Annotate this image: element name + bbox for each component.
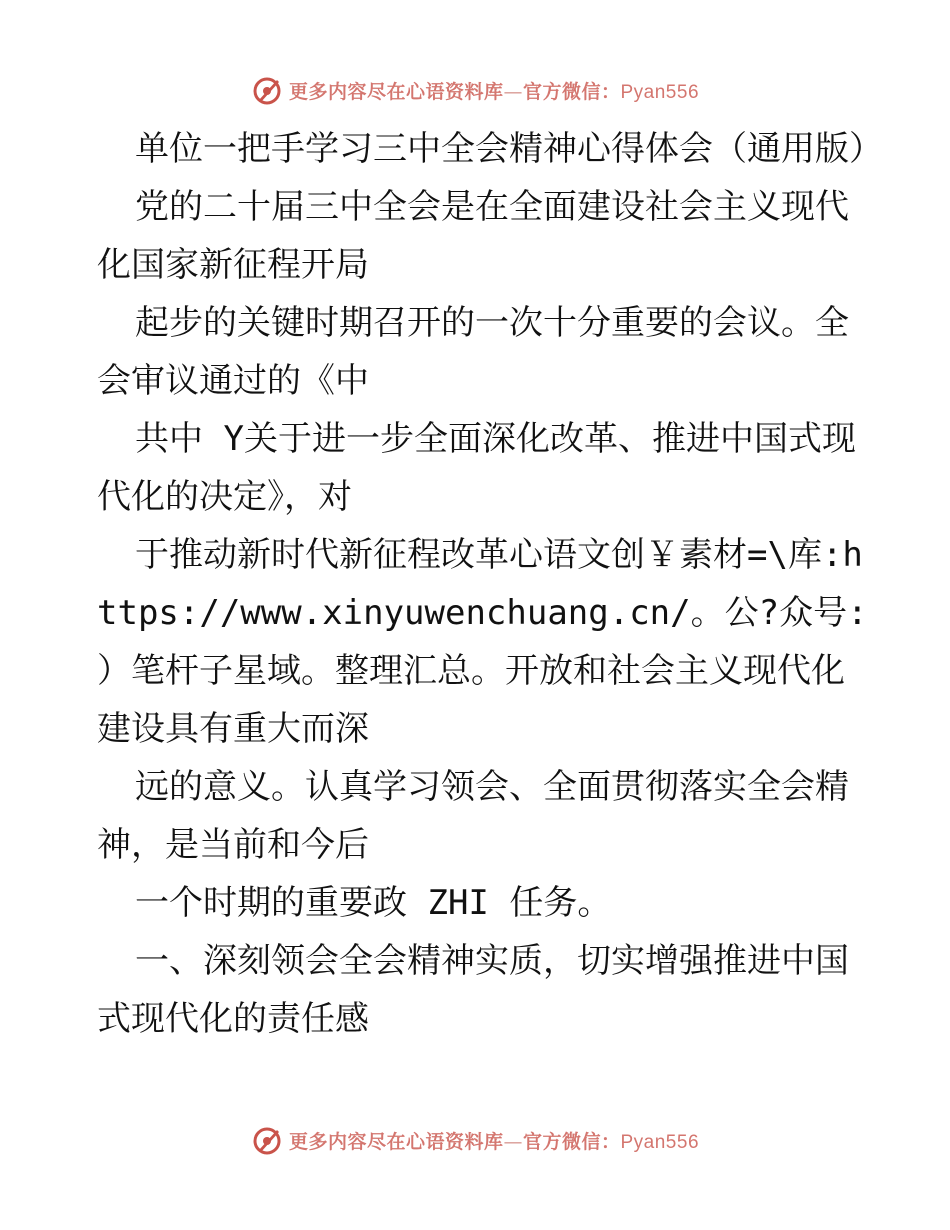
watermark-wechat-id: Pyan556 bbox=[620, 1131, 700, 1153]
paragraph-3: 共中 Y关于进一步全面深化改革、推进中国式现代化的决定》，对 bbox=[97, 419, 856, 517]
quill-pen-logo-icon bbox=[251, 1124, 283, 1156]
quill-pen-logo-icon bbox=[251, 74, 283, 106]
watermark-official-label: 官方微信： bbox=[522, 80, 621, 103]
paragraph-2: 起步的关键时期召开的一次十分重要的会议。全会审议通过的《中 bbox=[97, 303, 849, 401]
watermark-text bbox=[289, 77, 699, 104]
watermark-dash: — bbox=[503, 1130, 523, 1153]
paragraph-4: 于推动新时代新征程改革心语文创￥素材=\库:https://www.xinyuwenchuang.cn/。公?众号: ）笔杆子星域。整理汇总。开放和社会主义现代化建设具有重大而深 bbox=[97, 535, 868, 749]
section-heading-1: 一、深刻领会全会精神实质，切实增强推进中国式现代化的责任感 bbox=[97, 941, 849, 1039]
watermark-dash: — bbox=[503, 80, 523, 103]
watermark-text bbox=[289, 1127, 699, 1154]
watermark-brand: 更多内容尽在心语资料库 bbox=[288, 80, 504, 103]
document-title: 单位一把手学习三中全会精神心得体会（通用版） bbox=[135, 129, 883, 169]
watermark-wechat-id: Pyan556 bbox=[620, 81, 700, 103]
document-body bbox=[97, 120, 883, 1048]
paragraph-1: 党的二十届三中全会是在全面建设社会主义现代化国家新征程开局 bbox=[97, 187, 849, 285]
header-watermark-banner bbox=[0, 70, 950, 110]
watermark-brand: 更多内容尽在心语资料库 bbox=[288, 1130, 504, 1153]
watermark-official-label: 官方微信： bbox=[522, 1130, 621, 1153]
paragraph-6: 一个时期的重要政 ZHI 任务。 bbox=[135, 883, 612, 923]
paragraph-5: 远的意义。认真学习领会、全面贯彻落实全会精神，是当前和今后 bbox=[97, 767, 849, 865]
footer-watermark-banner bbox=[0, 1120, 950, 1160]
